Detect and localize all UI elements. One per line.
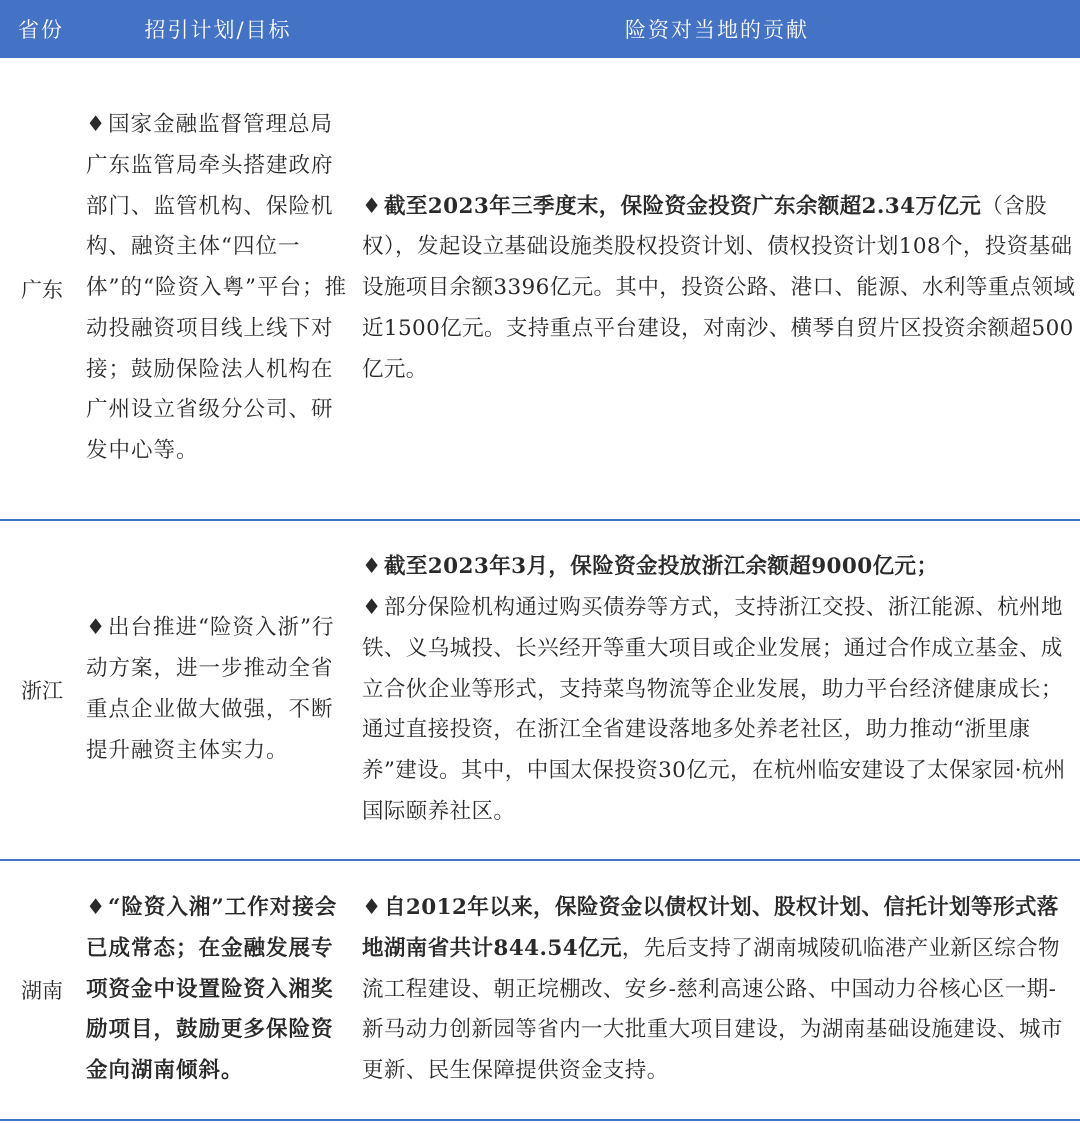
contribution-cell bbox=[354, 58, 1080, 519]
bullet-icon: ♦ bbox=[362, 554, 382, 580]
contribution-text: ♦ 截至2023年三季度末，保险资金投资广东余额超2.34万亿元（含股权），发起设立基础设施类股权投资计划、债权投资计划108个，投资基础设施项目余额3396亿元。其中，投资公路、港口、能源、水利等重点领域近1500亿元。支持重点平台建设，对南沙、横琴自贸片区投资余额超500亿元。 bbox=[362, 187, 1078, 391]
bullet-icon: ♦ bbox=[362, 895, 382, 920]
contribution-text: ♦ 截至2023年3月，保险资金投放浙江余额超9000亿元； bbox=[362, 547, 1078, 588]
header-contribution: 险资对当地的贡献 bbox=[625, 18, 809, 42]
bullet-icon: ♦ bbox=[362, 595, 382, 620]
province-cell bbox=[0, 521, 82, 859]
plan-cell bbox=[82, 521, 354, 859]
table-row bbox=[0, 58, 1080, 521]
plan-text: ♦“险资入湘”工作对接会已成常态；在金融发展专项资金中设置险资入湘奖励项目，鼓励更多保险资金向湖南倾斜。 bbox=[86, 888, 348, 1092]
contribution-cell bbox=[354, 521, 1080, 859]
plan-text: ♦出台推进“险资入浙”行动方案，进一步推动全省重点企业做大做强，不断提升融资主体实力。 bbox=[86, 608, 348, 771]
plan-cell bbox=[82, 58, 354, 519]
province-cell bbox=[0, 58, 82, 519]
table-row bbox=[0, 861, 1080, 1121]
province-name: 广东 bbox=[21, 277, 63, 302]
header-province: 省份 bbox=[18, 18, 64, 42]
table-row bbox=[0, 521, 1080, 861]
table-header bbox=[0, 0, 1080, 58]
province-name: 湖南 bbox=[21, 979, 63, 1003]
contribution-text: ♦ 自2012年以来，保险资金以债权计划、股权计划、信托计划等形式落地湖南省共计844.54亿元，先后支持了湖南城陵矶临港产业新区综合物流工程建设、朝正垸棚改、安乡-慈利高速公路、中国动力谷核心区一期-新马动力创新园等省内一大批重大项目建设，为湖南基础设施建设、城市更新、民生保障提供资金支持。 bbox=[362, 888, 1078, 1092]
plan-cell bbox=[82, 861, 354, 1119]
header-plan: 招引计划/目标 bbox=[144, 18, 292, 42]
province-cell bbox=[0, 861, 82, 1119]
province-name: 浙江 bbox=[21, 679, 63, 703]
contribution-text: ♦ 部分保险机构通过购买债券等方式，支持浙江交投、浙江能源、杭州地铁、义乌城投、长兴经开等重大项目或企业发展；通过合作成立基金、成立合伙企业等形式，支持菜鸟物流等企业发展，助力平台经济健康成长；通过直接投资，在浙江全省建设落地多处养老社区，助力推动“浙里康养”建设。其中，中国太保投资30亿元，在杭州临安建设了太保家园·杭州国际颐养社区。 bbox=[362, 588, 1078, 833]
bullet-icon: ♦ bbox=[362, 193, 382, 219]
bullet-icon: ♦ bbox=[86, 895, 107, 920]
bullet-icon: ♦ bbox=[86, 615, 107, 641]
bullet-icon: ♦ bbox=[86, 111, 107, 137]
plan-text: ♦国家金融监督管理总局广东监管局牵头搭建政府部门、监管机构、保险机构、融资主体“四位一体”的“险资入粤”平台；推动投融资项目线上线下对接；鼓励保险法人机构在广州设立省级分公司、研发中心等。 bbox=[86, 105, 348, 472]
contribution-cell bbox=[354, 861, 1080, 1119]
